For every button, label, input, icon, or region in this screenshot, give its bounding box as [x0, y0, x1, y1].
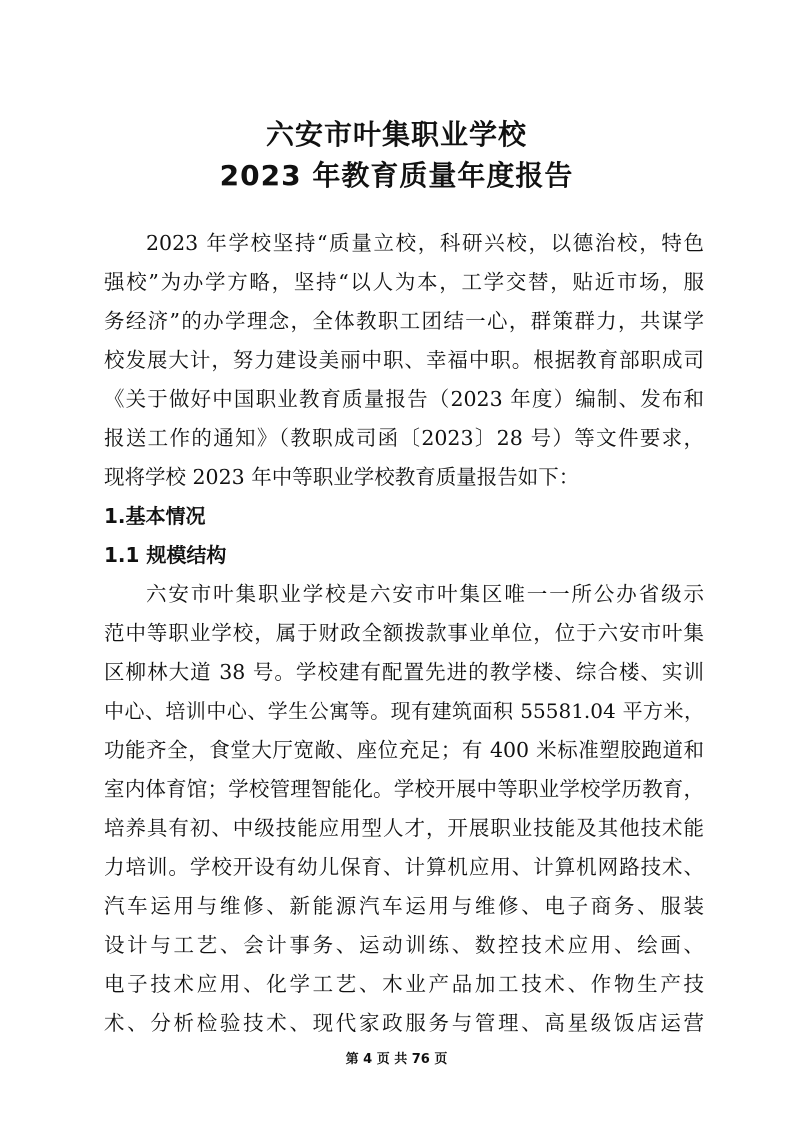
body-line: 六安市叶集职业学校是六安市叶集区唯一一所公办省级示 [146, 582, 704, 606]
body-line: 力培训。学校开设有幼儿保育、计算机应用、计算机网路技术、 [104, 855, 704, 879]
section-heading: 1.基本情况 [104, 504, 206, 528]
body-line: 功能齐全，食堂大厅宽敞、座位充足；有 400 米标准塑胶跑道和 [104, 738, 704, 762]
subsection-heading: 1.1 规模结构 [104, 543, 227, 567]
body-line: 术、分析检验技术、现代家政服务与管理、高星级饭店运营 [104, 1011, 704, 1035]
body-line: 区柳林大道 38 号。学校建有配置先进的教学楼、综合楼、实训 [104, 660, 704, 684]
body-line: 中心、培训中心、学生公寓等。现有建筑面积 55581.04 平方米， [104, 699, 704, 723]
intro-line: 2023 年学校坚持“质量立校，科研兴校，以德治校，特色 [146, 231, 704, 255]
body-line: 汽车运用与维修、新能源汽车运用与维修、电子商务、服装 [104, 894, 704, 918]
body-line: 室内体育馆；学校管理智能化。学校开展中等职业学校学历教育， [104, 777, 704, 801]
intro-line: 现将学校 2023 年中等职业学校教育质量报告如下： [104, 465, 580, 489]
intro-line: 校发展大计，努力建设美丽中职、幸福中职。根据教育部职成司 [104, 348, 704, 372]
page-number-footer: 第 4 页 共 76 页 [345, 1052, 448, 1067]
document-title-line1: 六安市叶集职业学校 [265, 118, 527, 151]
body-line: 设计与工艺、会计事务、运动训练、数控技术应用、绘画、 [104, 933, 704, 957]
intro-line: 务经济”的办学理念，全体教职工团结一心，群策群力，共谋学 [104, 309, 704, 333]
body-line: 培养具有初、中级技能应用型人才，开展职业技能及其他技术能 [104, 816, 704, 840]
intro-line: 报送工作的通知》（教职成司函〔2023〕28 号）等文件要求， [104, 426, 704, 450]
intro-line: 强校”为办学方略，坚持“以人为本，工学交替，贴近市场，服 [104, 270, 704, 294]
body-line: 电子技术应用、化学工艺、木业产品加工技术、作物生产技 [104, 972, 704, 996]
intro-line: 《关于做好中国职业教育质量报告（2023 年度）编制、发布和 [104, 387, 704, 411]
document-title-line2: 2023 年教育质量年度报告 [219, 159, 574, 192]
body-line: 范中等职业学校，属于财政全额拨款事业单位，位于六安市叶集 [104, 621, 704, 645]
